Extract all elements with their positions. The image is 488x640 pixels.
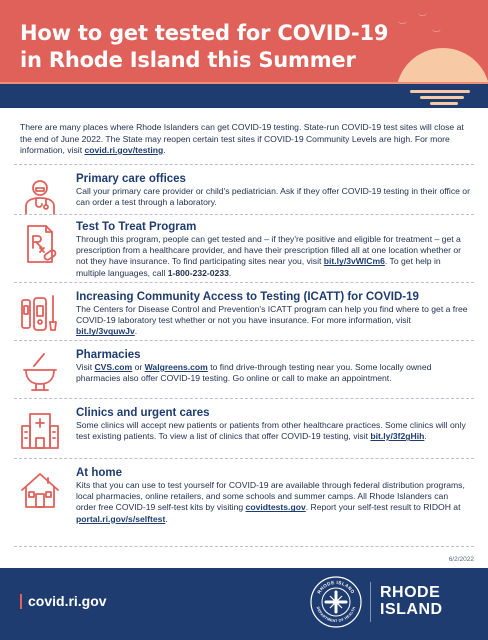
section-title: Test To Treat Program [76, 221, 197, 233]
cvs-link[interactable]: CVS.com [94, 362, 133, 372]
footer-separator [370, 582, 371, 622]
divider [14, 398, 474, 399]
sun-reflection [410, 90, 470, 93]
header-banner [0, 0, 488, 108]
sun-reflection [430, 102, 458, 105]
section-body: The Centers for Disease Control and Prevention's ICATT program can help you find where to get a free COVID-19 laboratory test whether or not you have insurance. For more information, visit bit.ly/3vquwJv. [76, 304, 468, 337]
divider [14, 458, 474, 459]
footer-accent-bar [20, 594, 22, 609]
icatt-link[interactable]: bit.ly/3vquwJv [76, 326, 135, 337]
section-body: Some clinics will accept new patients or patients from other healthcare practices. Some clinics will only test existing patients. To view a list of clinics that offer COVID-19 testing, visit bit.ly/3f2gHih. [76, 420, 466, 442]
seal-top-text: RHODE ISLAND [316, 579, 356, 595]
divider [14, 214, 474, 215]
divider [14, 164, 474, 165]
rhode-island-logo: RHODE ISLAND [380, 584, 443, 618]
divider [14, 282, 474, 283]
bird-icon: ︶ [418, 13, 428, 23]
doctor-icon [20, 176, 60, 216]
page-title [20, 20, 400, 74]
section-title: Increasing Community Access to Testing (ICATT) for COVID-19 [76, 291, 419, 303]
phone-number: 1-800-232-0233 [167, 267, 229, 278]
divider [14, 340, 474, 341]
testing-link[interactable]: covid.ri.gov/testing [84, 145, 164, 155]
selftest-portal-link[interactable]: portal.ri.gov/s/selftest [76, 513, 166, 524]
section-body: Kits that you can use to test yourself for COVID-19 are available through federal distribution programs, local pharmacies, online retailers, and some schools and summer camps. All Rhode Islanders can order free COVID-19 self-test kits by visiting covidtests.gov. Report your self-test result to RIDOH at portal.ri.gov/s/selftest. [76, 480, 465, 524]
title-line-1: How to get tested for COVID-19 [20, 21, 389, 45]
test-kit-icon [20, 294, 60, 334]
test-to-treat-link[interactable]: bit.ly/3vWlCm6 [323, 256, 385, 267]
section-body: Through this program, people can get tested and – if they're positive and eligible for treatment – get a prescription from a healthcare provider, and have their prescription filled all at one location whether or not they have insurance. To find participating sites near you, visit bit.ly/3vWlCm6. To get help in multiple languages, call 1-800-232-0233. [76, 234, 462, 278]
sea-graphic [0, 84, 488, 108]
clinic-building-icon [20, 410, 60, 450]
covidtests-link[interactable]: covidtests.gov [245, 502, 306, 513]
sun-reflection [420, 96, 464, 99]
mortar-pestle-icon [20, 352, 60, 392]
bird-icon: ︶ [398, 21, 408, 31]
clinics-link[interactable]: bit.ly/3f2gHih [370, 431, 425, 442]
publication-date: 6/2/2022 [448, 556, 474, 563]
bird-icon: ︶ [432, 29, 442, 39]
section-body: Visit CVS.com or Walgreens.com to find drive-through testing near you. Some locally owned pharmacies also offer COVID-19 testing. Go online or call to make an appointment. [76, 362, 432, 384]
house-icon [20, 470, 60, 510]
title-line-2: in Rhode Island this Summer [20, 48, 356, 72]
prescription-icon [20, 224, 60, 264]
section-title: At home [76, 467, 122, 479]
divider [14, 546, 474, 547]
section-title: Pharmacies [76, 349, 141, 361]
section-body: Call your primary care provider or child's pediatrician. Ask if they offer COVID-19 testing in their office or can order a test through a laboratory. [76, 186, 470, 208]
footer-url-link[interactable]: covid.ri.gov [28, 593, 107, 609]
department-of-health-seal-icon [310, 576, 362, 628]
seal-bottom-text: DEPARTMENT OF HEALTH [315, 606, 357, 624]
footer [0, 568, 488, 640]
intro-text: There are many places where Rhode Islanders can get COVID-19 testing. State-run COVID-19 test sites will close at the end of June 2022. The State may reopen certain test sites if COVID-19 Community Levels are high. For more information, visit covid.ri.gov/testing. [20, 122, 464, 155]
walgreens-link[interactable]: Walgreens.com [144, 362, 208, 372]
section-title: Clinics and urgent cares [76, 407, 210, 419]
section-title: Primary care offices [76, 173, 186, 185]
